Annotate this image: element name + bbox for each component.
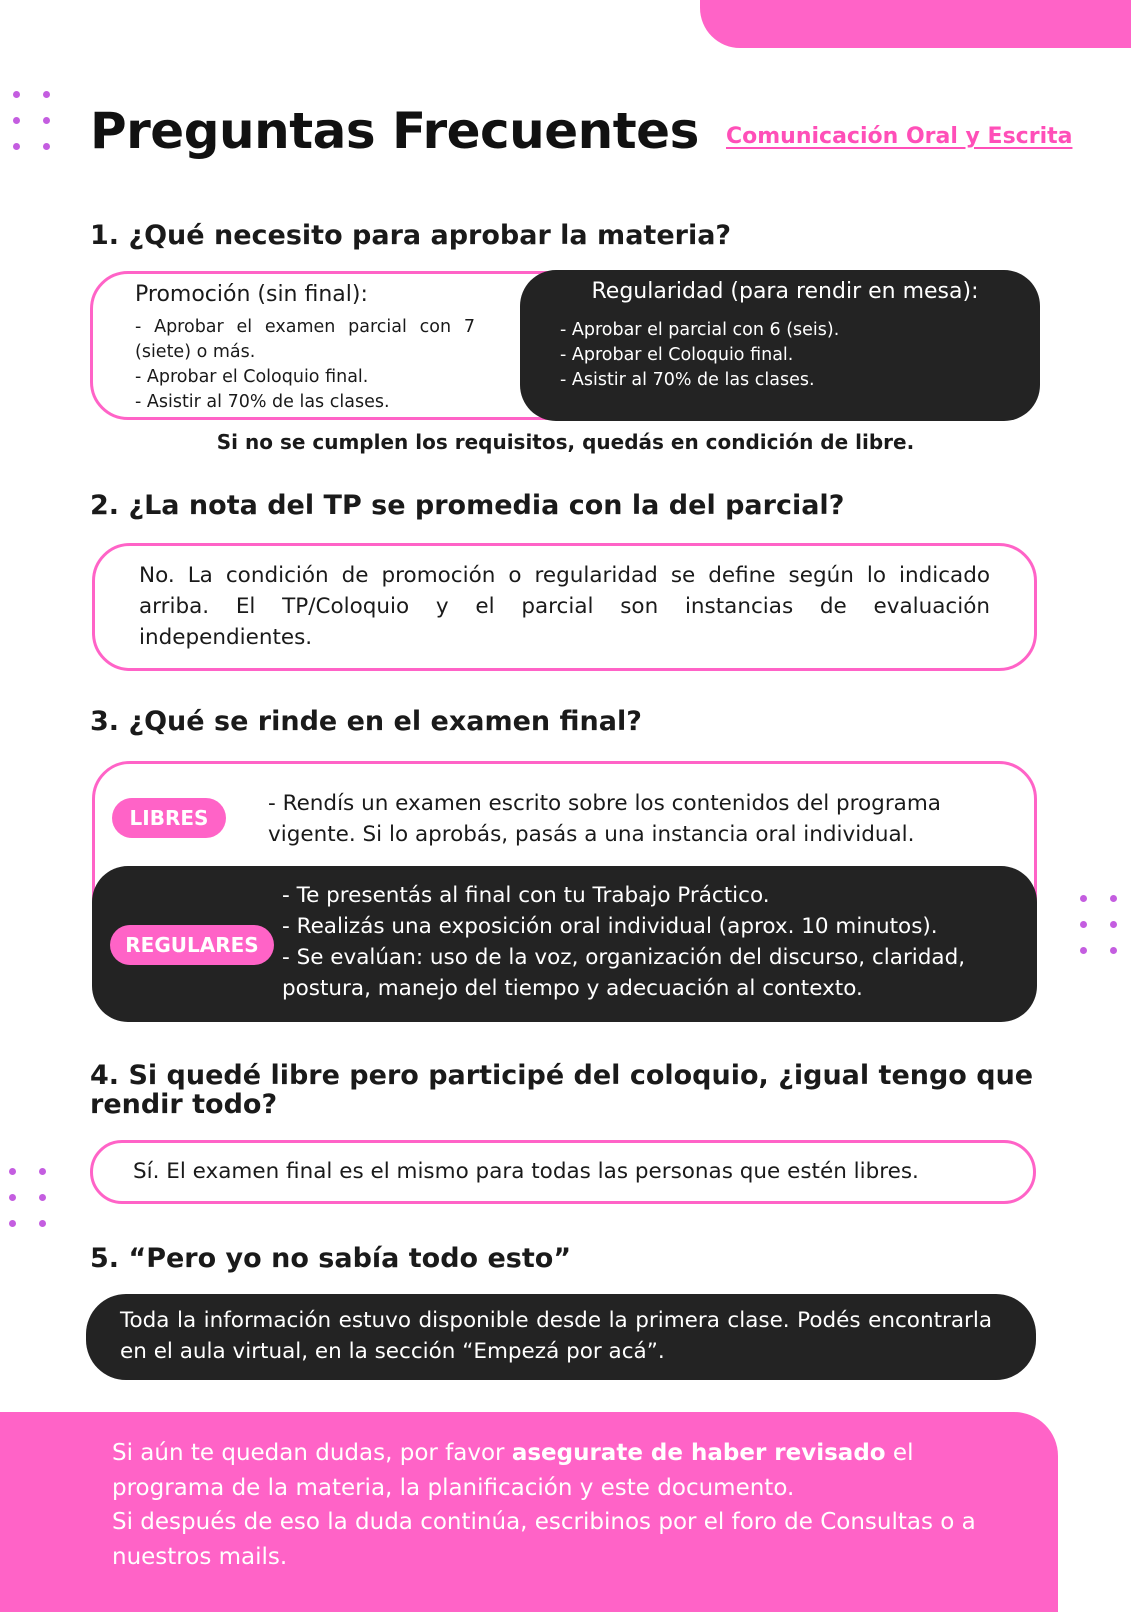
- regularidad-card: [520, 270, 1040, 421]
- decorative-dots-right: [1080, 895, 1118, 954]
- footer-text-part1: Si aún te quedan dudas, por favor: [112, 1440, 512, 1466]
- top-pink-banner: [700, 0, 1131, 48]
- regulares-list: [282, 880, 1010, 1004]
- regulares-item: - Te presentás al final con tu Trabajo Práctico.: [282, 883, 770, 908]
- regularidad-item: - Aprobar el Coloquio final.: [560, 345, 794, 365]
- regularidad-item: - Asistir al 70% de las clases.: [560, 370, 815, 390]
- regulares-item: - Se evalúan: uso de la voz, organización del discurso, claridad, postura, manejo del tiempo y adecuación al contexto.: [282, 945, 966, 1001]
- question-2-answer: No. La condición de promoción o regularidad se define según lo indicado arriba. El TP/Coloquio y el parcial son instancias de evaluación independientes.: [139, 563, 990, 650]
- libre-condition-note: Si no se cumplen los requisitos, quedás en condición de libre.: [216, 430, 915, 454]
- footer-text-line3: Si después de eso la duda continúa, escribinos por el foro de Consultas o a nuestros mails.: [112, 1509, 976, 1570]
- promocion-title: Promoción (sin final):: [135, 282, 368, 307]
- subject-link[interactable]: Comunicación Oral y Escrita: [726, 124, 1073, 149]
- regulares-badge: REGULARES: [110, 925, 274, 965]
- question-5-answer: Toda la información estuvo disponible desde la primera clase. Podés encontrarla en el aula virtual, en la sección “Empezá por acá”.: [120, 1308, 992, 1364]
- question-5-answer-card: [86, 1294, 1036, 1380]
- question-4-answer-card: [90, 1140, 1036, 1204]
- footer-text-bold: asegurate de haber revisado: [511, 1440, 886, 1466]
- question-2-answer-card: [92, 543, 1037, 671]
- question-2-heading: 2. ¿La nota del TP se promedia con la del parcial?: [90, 490, 845, 521]
- question-1-heading: 1. ¿Qué necesito para aprobar la materia?: [90, 220, 732, 251]
- question-5-heading: 5. “Pero yo no sabía todo esto”: [90, 1243, 572, 1274]
- regularidad-title: Regularidad (para rendir en mesa):: [591, 279, 979, 304]
- footer-text-part2: el programa de la materia, la planificación y este documento.: [112, 1440, 914, 1501]
- question-4-heading-line1: 4. Si quedé libre pero participé del coloquio, ¿igual tengo que: [90, 1060, 1034, 1091]
- promocion-item: - Aprobar el Coloquio final.: [135, 367, 369, 387]
- question-4-heading: [90, 1061, 1033, 1119]
- question-4-answer: Sí. El examen final es el mismo para todas las personas que estén libres.: [133, 1159, 919, 1184]
- libres-text: - Rendís un examen escrito sobre los contenidos del programa vigente. Si lo aprobás, pasás a una instancia oral individual.: [268, 791, 941, 847]
- page-title: Preguntas Frecuentes: [90, 102, 699, 160]
- regularidad-item: - Aprobar el parcial con 6 (seis).: [560, 320, 840, 340]
- regulares-item: - Realizás una exposición oral individual (aprox. 10 minutos).: [282, 914, 938, 939]
- question-4-heading-line2: rendir todo?: [90, 1089, 278, 1120]
- promocion-item: - Asistir al 70% de las clases.: [135, 392, 390, 412]
- question-3-heading: 3. ¿Qué se rinde en el examen final?: [90, 706, 642, 737]
- libres-badge: LIBRES: [112, 798, 226, 838]
- footer-message: [112, 1436, 1012, 1574]
- promocion-item: - Aprobar el examen parcial con 7 (siete) o más.: [135, 317, 475, 362]
- decorative-dots-left: [9, 1168, 47, 1227]
- decorative-dots-top-left: [13, 91, 51, 150]
